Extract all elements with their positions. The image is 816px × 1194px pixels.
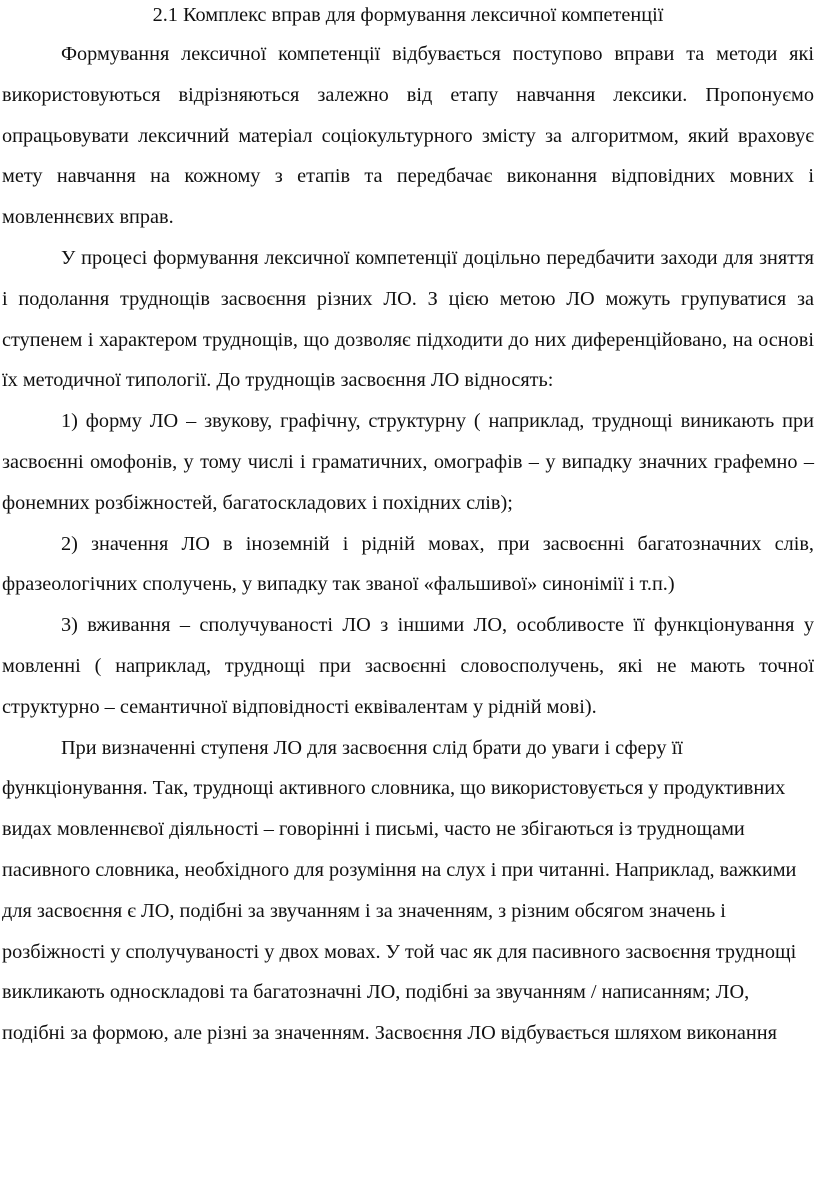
list-item-usage: 3) вживання – сполучуваності ЛО з іншими ЛО, особливосте її функціонування у мовленні ( наприклад, труднощі при засвоєнні словосполучень, які не мають точної структурно – семантичної відповідності еквівалентам у рідній мові).: [2, 614, 814, 718]
list-item-meaning: 2) значення ЛО в іноземній і рідній мовах, при засвоєнні багатозначних слів, фразеологічних сполучень, у випадку так званої «фальшивої» синонімії і т.п.): [2, 532, 814, 596]
paragraph-difficulties: У процесі формування лексичної компетенції доцільно передбачити заходи для зняття і подолання труднощів засвоєння різних ЛО. З цією метою ЛО можуть групуватися за ступенем і характером труднощів, що дозволяє підходити до них диференційовано, на основі їх методичної типології. До труднощів засвоєння ЛО відносять:: [2, 246, 814, 392]
list-item-form: 1) форму ЛО – звукову, графічну, структурну ( наприклад, труднощі виникають при засвоєнні омофонів, у тому числі і граматичних, омографів – у випадку значних графемно – фонемних розбіжностей, багатоскладових і похідних слів);: [2, 410, 814, 514]
section-heading: 2.1 Комплекс вправ для формування лексичної компетенції: [152, 4, 664, 26]
paragraph-function-sphere: При визначенні ступеня ЛО для засвоєння слід брати до уваги і сферу її функціонування. Так, труднощі активного словника, що використовується у продуктивних видах мовленнєвої діяльності – говорінні і письмі, часто не збігаються із труднощами пасивного словника, необхідного для розуміння на слух і при читанні. Наприклад, важкими для засвоєння є ЛО, подібні за звучанням і за значенням, з різним обсягом значень і розбіжності у сполучуваності у двох мовах. У той час як для пасивного засвоєння труднощі викликають односкладові та багатозначні ЛО, подібні за звучанням / написанням; ЛО, подібні за формою, але різні за значенням. Засвоєння ЛО відбувається шляхом виконання: [2, 736, 797, 1045]
paragraph-intro: Формування лексичної компетенції відбувається поступово вправи та методи які використовуються відрізняються залежно від етапу навчання лексики. Пропонуємо опрацьовувати лексичний матеріал соціокультурного змісту за алгоритмом, який враховує мету навчання на кожному з етапів та передбачає виконання відповідних мовних і мовленнєвих вправ.: [2, 43, 814, 229]
